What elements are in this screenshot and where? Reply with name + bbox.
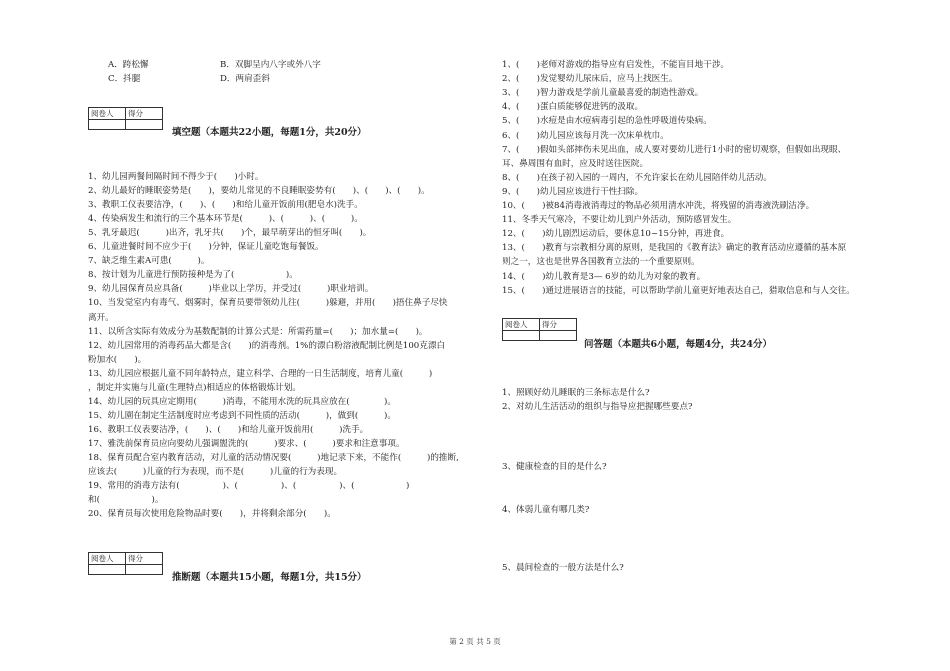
score-cell[interactable]	[126, 565, 163, 575]
option-d: D．两肩歪斜	[220, 74, 270, 84]
fill-question-line: 15、幼儿園在制定生活制度时应考虑到不同性质的活动( )，做到( )。	[88, 410, 396, 421]
fill-question-line: 11、以所含实际有效成分为基数配制的计算公式是：所需药量=( )；加水量=( )。	[88, 326, 428, 337]
judge-question-line: 3、( )智力游戏是学前儿童最喜爱的制造性游戏。	[502, 88, 704, 99]
qa-question-line: 4、体弱儿童有哪几类?	[502, 505, 590, 515]
fill-question-line: 9、幼儿园保育员应具备( )毕业以上学历，并受过( )职业培训。	[88, 284, 374, 295]
fill-question-line: 5、乳牙最迟( )出齐，乳牙共( )个，最早萌芽出的恒牙叫( )。	[88, 228, 372, 239]
page-footer: 第 2 页 共 5 页	[449, 637, 501, 646]
judge-question-line: 则之一，这也是世界各国教育立法的一个重要原则。	[502, 257, 700, 268]
fill-question-line: 粉加水( )。	[88, 354, 147, 365]
fill-question-line: 2、幼儿最好的睡眠姿势是( )，要幼儿常见的不良睡眠姿势有( )、( )、( )。	[88, 186, 430, 197]
fill-question-line: 和( )。	[88, 495, 164, 506]
score-box-fill	[88, 107, 163, 130]
fill-question-line: 1、幼儿园两餐间隔时间不得少于( )小时。	[88, 172, 264, 182]
reviewer-label: 阅卷人	[503, 319, 540, 331]
qa-question-line: 2、对幼儿生活活动的组织与指导应把握哪些要点?	[502, 402, 693, 412]
fill-question-line: 20、保育员每次使用危险物品时要( )，并将剩余部分( )。	[88, 509, 336, 520]
fill-question-line: ，制定并实施与儿童(生理特点)相适应的体格锻炼计划。	[88, 382, 301, 393]
score-cell[interactable]	[126, 120, 163, 130]
fill-question-line: 8、按计划为儿童进行预防接种是为了( )。	[88, 270, 298, 281]
reviewer-cell[interactable]	[89, 120, 126, 130]
judge-question-line: 7、( )假如头部摔伤未见出血，成人要对要幼儿进行1小时的密切观察，但假如出现眼、	[502, 144, 847, 155]
fill-question-line: 14、幼儿园的玩具应定期用( )消毒，不能用水洗的玩具应放在( )。	[88, 396, 396, 407]
qa-question-line: 5、晨间检查的一般方法是什么?	[502, 563, 624, 573]
reviewer-label: 阅卷人	[89, 553, 126, 565]
judge-section-title: 推断题（本题共15小题，每题1分，共15分）	[172, 572, 367, 583]
fill-question-line: 12、幼儿园常用的消毒药品大都是含( )的消毒剂。1%的漂白粉溶液配制比例是100克漂白	[88, 340, 446, 351]
judge-question-line: 12、( )幼儿剧烈运动后，要休息10~15分钟，再进食。	[502, 229, 730, 240]
judge-question-line: 6、( )幼儿园应该每月洗一次床单枕巾。	[502, 130, 669, 141]
fill-question-line: 17、雅洗前保育员应向要幼儿强调盥洗的( )要求、( )要求和注意事项。	[88, 438, 405, 449]
fill-question-line: 应该去( )儿童的行为表现，而不是( )儿童的行为表现。	[88, 467, 343, 478]
judge-question-line: 4、( )蛋白质能够促进钙的汲取。	[502, 102, 644, 113]
judge-question-line: 13、( )教育与宗教相分离的原则，是我国的《教育法》确定的教育活动应遵循的基本原	[502, 243, 847, 254]
score-box-judge	[88, 552, 163, 575]
score-box-qa	[502, 318, 577, 341]
fill-question-line: 19、常用的消毒方法有( )、( )、( )、( )	[88, 481, 410, 492]
fill-question-line: 6、儿童进餐时间不应少于( )分钟，保证儿童吃饱每餐饭。	[88, 242, 324, 253]
reviewer-cell[interactable]	[503, 331, 540, 341]
fill-question-line: 4、传染病发生和流行的三个基本环节是( )、( )、( )。	[88, 214, 363, 225]
judge-question-line: 5、( )水痘是由水痘病毒引起的急性呼吸道传染病。	[502, 116, 712, 127]
fill-question-line: 13、幼儿园应根据儿童不同年龄特点，建立科学、合理的一日生活制度，培育儿童( )	[88, 368, 433, 379]
judge-question-line: 11、冬季天气寒冷，不要让幼儿到户外活动，预防感冒发生。	[502, 215, 737, 226]
score-cell[interactable]	[540, 331, 577, 341]
option-a: A．跨松懈	[108, 60, 149, 70]
judge-question-line: 15、( )通过进展语言的技能，可以帮助学前儿童更好地表达自己，猎取信息和与人交往。	[502, 285, 855, 296]
reviewer-cell[interactable]	[89, 565, 126, 575]
judge-question-line: 1、( )老师对游戏的指导应有启发性，不能盲目地干涉。	[502, 60, 730, 70]
judge-question-line: 10、( )被84消毒液消毒过的物品必须用清水冲洗，将残留的消毒液洗刷洁净。	[502, 201, 815, 211]
judge-question-line: 8、( )在孩子初入园的一周内，不允许家长在幼儿园陪伴幼儿活动。	[502, 172, 772, 183]
fill-question-line: 离开。	[88, 312, 114, 323]
qa-question-line: 1、照顾好幼儿睡眠的三条标志是什么?	[502, 388, 650, 398]
fill-section-title: 填空题（本题共22小题，每题1分，共20分）	[172, 127, 367, 138]
fill-question-line: 10、当发觉室内有毒气、烟雾时，保育员要带领幼儿往( )躲避，并用( )捂住鼻子尽快	[88, 298, 448, 309]
reviewer-label: 阅卷人	[89, 108, 126, 120]
qa-question-line: 3、健康检查的目的是什么?	[502, 462, 607, 472]
option-c: C．抖腿	[108, 74, 141, 84]
judge-question-line: 2、( )发觉婴幼儿尿床后，应马上找医生。	[502, 74, 678, 85]
score-label: 得分	[540, 319, 577, 331]
judge-question-line: 9、( )幼儿园应该进行干性扫除。	[502, 186, 644, 197]
score-label: 得分	[126, 108, 163, 120]
fill-question-line: 3、教职工仪表要洁净，( )、( )和给儿童开饭前用(肥皂水)洗手。	[88, 200, 363, 211]
option-b: B．双脚呈内八字或外八字	[220, 60, 321, 70]
fill-question-line: 7、缺乏维生素A可患( )。	[88, 256, 210, 267]
judge-question-line: 14、( )幼儿教育是3— 6岁的幼儿为对象的教育。	[502, 271, 706, 282]
qa-section-title: 问答题（本题共6小题，每题4分，共24分）	[584, 339, 772, 350]
fill-question-line: 18、保育员配合室内教育活动，对儿童的活动情况要( )地记录下来，不能作( )的推断,	[88, 453, 459, 463]
score-label: 得分	[126, 553, 163, 565]
judge-question-line: 耳、鼻周围有血时，应及时送往医院。	[502, 158, 649, 169]
fill-question-line: 16、教职工仪表要洁净，( )、( )和给儿童开饭前用( )洗手。	[88, 424, 369, 435]
